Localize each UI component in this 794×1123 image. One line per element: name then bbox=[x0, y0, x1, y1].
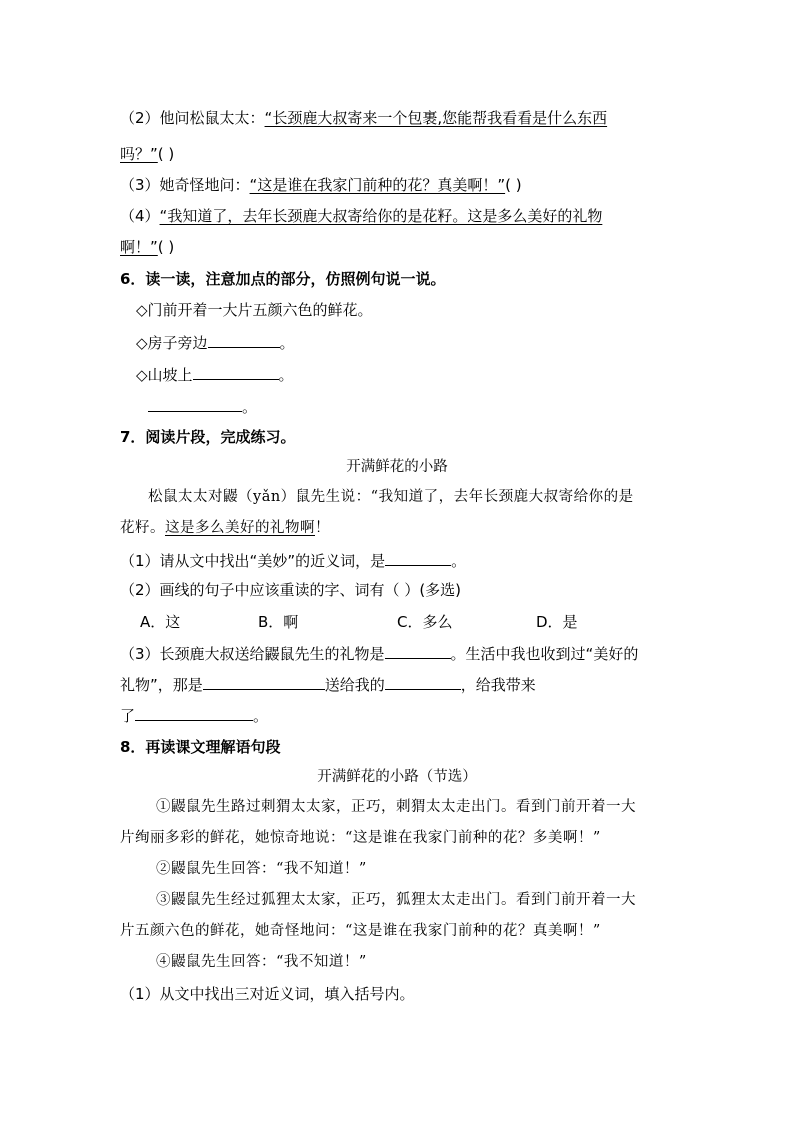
q5-item2-prefix: （2）他问松鼠太太： bbox=[120, 109, 265, 127]
q5-item4-prefix: （4） bbox=[120, 207, 160, 225]
q8-p3-line1: ③鼹鼠先生经过狐狸太太家，正巧，狐狸太太走出门。看到门前开着一大 bbox=[156, 892, 636, 908]
q8-p1-line1: ①鼹鼠先生路过刺猬太太家，正巧，刺猬太太走出门。看到门前开着一大 bbox=[156, 799, 636, 815]
q7-sub3-text-7: 。 bbox=[253, 707, 269, 725]
q7-sub3-line3 bbox=[120, 705, 268, 726]
q5-item4-quote-end: 啊！” bbox=[120, 238, 158, 256]
q5-item4-line2 bbox=[120, 237, 174, 257]
q5-item2-line1 bbox=[120, 108, 607, 128]
q7-option-c[interactable]: C．多么 bbox=[397, 613, 453, 631]
q7-passage-line2-end: ！ bbox=[315, 520, 330, 536]
answer-paren[interactable]: ( ) bbox=[505, 176, 522, 194]
answer-blank[interactable] bbox=[193, 364, 279, 380]
answer-blank[interactable] bbox=[385, 674, 461, 690]
q7-sub3-line2 bbox=[120, 674, 536, 695]
q6-line2-end: 。 bbox=[278, 366, 294, 384]
answer-blank[interactable] bbox=[385, 643, 451, 659]
answer-paren[interactable]: ( ) bbox=[157, 145, 175, 163]
q8-p2: ②鼹鼠先生回答：“我不知道！” bbox=[156, 861, 367, 877]
q7-sub2: （2）画线的句子中应该重读的字、词有（ ）(多选) bbox=[120, 581, 462, 599]
q7-sub3-text: （3）长颈鹿大叔送给鼹鼠先生的礼物是 bbox=[120, 645, 385, 663]
q7-option-b[interactable]: B．啊 bbox=[258, 613, 299, 631]
q6-line1 bbox=[136, 332, 295, 353]
q7-passage-line2-start: 花籽。 bbox=[120, 520, 165, 536]
q5-item3 bbox=[120, 175, 522, 195]
q8-passage-title: 开满鲜花的小路（节选） bbox=[317, 769, 477, 785]
answer-blank[interactable] bbox=[135, 705, 253, 721]
q7-sub3-line1 bbox=[120, 643, 638, 664]
answer-blank[interactable] bbox=[148, 396, 242, 412]
answer-blank[interactable] bbox=[385, 550, 451, 566]
answer-blank[interactable] bbox=[208, 332, 280, 348]
q6-line2-label: ◇山坡上 bbox=[136, 366, 193, 384]
q7-passage-line2 bbox=[120, 518, 330, 538]
q7-sub3-text-4: 送给我的 bbox=[324, 676, 385, 694]
q6-line3-end: 。 bbox=[242, 398, 258, 416]
answer-blank[interactable] bbox=[203, 674, 325, 690]
q8-p3-line2: 片五颜六色的鲜花，她奇怪地问：“这是谁在我家门前种的花？真美啊！” bbox=[120, 923, 601, 939]
q5-item2-quote: “长颈鹿大叔寄来一个包裹,您能帮我看看是什么东西 bbox=[264, 109, 608, 127]
q7-sub1-text: （1）请从文中找出“美妙”的近义词，是 bbox=[120, 552, 386, 570]
q8-heading: 8．再读课文理解语句段 bbox=[120, 738, 281, 756]
q6-heading: 6．读一读，注意加点的部分，仿照例句说一说。 bbox=[120, 270, 446, 288]
q6-line1-label: ◇房子旁边 bbox=[136, 334, 208, 352]
q7-passage-title: 开满鲜花的小路 bbox=[346, 459, 448, 475]
q7-sub3-text-3: 礼物”，那是 bbox=[120, 676, 203, 694]
q7-option-d[interactable]: D．是 bbox=[536, 613, 578, 631]
q5-item3-quote: “这是谁在我家门前种的花？真美啊！” bbox=[249, 176, 506, 194]
q6-example: ◇门前开着一大片五颜六色的鲜花。 bbox=[136, 301, 373, 319]
q7-sub3-text-5: ，给我带来 bbox=[460, 676, 536, 694]
q5-item4-line1 bbox=[120, 206, 602, 226]
q7-passage-line1: 松鼠太太对鼹（yǎn）鼠先生说：“我知道了，去年长颈鹿大叔寄给你的是 bbox=[148, 489, 634, 505]
q7-heading: 7．阅读片段，完成练习。 bbox=[120, 428, 296, 446]
q6-line1-end: 。 bbox=[279, 334, 295, 352]
q6-line3 bbox=[148, 396, 257, 417]
q5-item2-quote-end: 吗？” bbox=[120, 145, 158, 163]
answer-paren[interactable]: ( ) bbox=[157, 238, 175, 256]
q7-sub3-text-2: 。生活中我也收到过“美好的 bbox=[450, 645, 639, 663]
q7-option-a[interactable]: A．这 bbox=[140, 613, 181, 631]
q5-item4-quote: “我知道了，去年长颈鹿大叔寄给你的是花籽。这是多么美好的礼物 bbox=[159, 207, 603, 225]
q5-item2-line2 bbox=[120, 144, 174, 164]
q6-line2 bbox=[136, 364, 294, 385]
q8-sub1: （1）从文中找出三对近义词，填入括号内。 bbox=[120, 985, 415, 1003]
q7-sub1 bbox=[120, 550, 466, 571]
q8-p4: ④鼹鼠先生回答：“我不知道！” bbox=[156, 954, 367, 970]
q8-p1-line2: 片绚丽多彩的鲜花，她惊奇地说：“这是谁在我家门前种的花？多美啊！” bbox=[120, 830, 601, 846]
q7-sub3-text-6: 了 bbox=[120, 707, 136, 725]
q7-underlined-sentence: 这是多么美好的礼物啊 bbox=[165, 520, 315, 536]
q5-item3-prefix: （3）她奇怪地问： bbox=[120, 176, 250, 194]
q7-sub1-end: 。 bbox=[451, 552, 467, 570]
